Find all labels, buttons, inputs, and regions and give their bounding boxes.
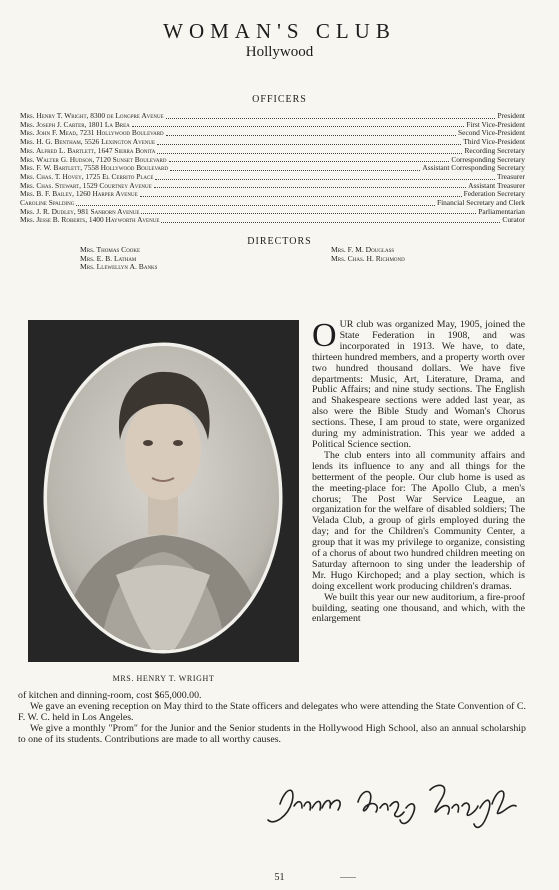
- officer-name: Mrs. F. W. Bartlett, 7558 Hollywood Boulevard: [20, 163, 168, 173]
- officer-title: Recording Secretary: [464, 145, 525, 155]
- leader-dots: [155, 179, 495, 180]
- leader-dots: [76, 205, 435, 206]
- signature: [262, 776, 524, 836]
- article-column: [312, 317, 525, 625]
- article-paragraph-5: We give a monthly "Prom" for the Junior and the Senior students in the Hollywood High School, also an annual scholarship to one of its students. Contributions are made to all worthy causes.: [18, 722, 526, 745]
- officer-name: Mrs. Alfred L. Bartlett, 1647 Sierra Bonita: [20, 145, 156, 155]
- officer-name: Mrs. B. F. Bailey, 1260 Harper Avenue: [20, 189, 138, 199]
- director-name: Mrs. Thomas Cooke: [80, 245, 141, 254]
- article-paragraph-4: We gave an evening reception on May third to the State officers and delegates who were attending the State Convention of C. F. W. C. held in Los Angeles.: [18, 700, 526, 723]
- officer-name: Mrs. Chas. Stewart, 1529 Courtney Avenue: [20, 180, 152, 190]
- officer-title: Parliamentarian: [478, 206, 525, 216]
- officers-heading: OFFICERS: [252, 94, 307, 105]
- article-paragraph-2: The club enters into all community affairs and lends its influence to any and all things for the betterment of the people. Our club home is used as the meeting-place for: The Apollo Club, a men's chorus; The Post War Service League, an organization for the welfare of disabled soldiers; The Velada Club, a group of girls employed during the day; and for the Children's Community Center, a group that it was my privilege to organize, consisting of a chorus of about two hundred children meeting on Saturday afternoon to sing under the leadership of Mr. Hugo Kirchoped; and a play section, which is doing excellent work producing children's dramas.: [312, 449, 525, 592]
- leader-dots: [166, 118, 496, 119]
- leader-dots: [154, 187, 466, 188]
- leader-dots: [161, 222, 500, 223]
- officer-title: Curator: [502, 215, 525, 225]
- officer-name: Mrs. H. G. Bentham, 5526 Lexington Avenue: [20, 137, 156, 147]
- leader-dots: [170, 170, 420, 171]
- article-full-width: [18, 691, 526, 746]
- officer-name: Mrs. Walter G. Hudson, 7120 Sunset Boulevard: [20, 154, 167, 164]
- officer-title: Assistant Corresponding Secretary: [422, 163, 525, 173]
- officer-name: Caroline Spalding: [20, 198, 75, 208]
- directors-right-column: [331, 246, 481, 263]
- article-paragraph-3b: of kitchen and dinning-room, cost $65,000.00.: [18, 690, 202, 701]
- officer-name: Mrs. J. R. Dudley, 981 Sanborn Avenue: [20, 206, 140, 216]
- leader-dots: [141, 213, 476, 214]
- officer-name: Mrs. Henry T. Wright, 8300 de Longpre Avenue: [20, 111, 164, 120]
- director-name: Mrs. F. M. Douglass: [331, 245, 395, 254]
- page-mark: [340, 877, 356, 878]
- leader-dots: [157, 144, 461, 145]
- officer-name: Mrs. Joseph J. Carter, 1801 La Brea: [20, 119, 130, 129]
- director-name: Mrs. Chas. H. Richmond: [331, 253, 405, 263]
- article-paragraph-3a: We built this year our new auditorium, a fire-proof building, seating one thousand, and which, with the enlargement: [312, 591, 525, 625]
- drop-cap: O: [312, 317, 337, 354]
- officer-title: Third Vice-President: [463, 137, 525, 147]
- club-subtitle: Hollywood: [245, 44, 314, 60]
- directors-left-column: [80, 246, 230, 272]
- leader-dots: [157, 153, 462, 154]
- club-title: WOMAN'S CLUB: [163, 19, 396, 43]
- leader-dots: [166, 135, 456, 136]
- leader-dots: [132, 126, 464, 127]
- officer-title: Treasurer: [496, 171, 525, 181]
- officer-title: Federation Secretary: [463, 189, 525, 199]
- article-paragraph-1: UR club was organized May, 1905, joined the State Federation in 1908, and was incorporated in 1913. We have, to date, thirteen hundred members, and a property worth over two hundred thousand dollars. We have five departments: Music, Art, Literature, Drama, and Public Affairs; and nine study sections. The English and Shakespeare sections were added last year, as also were the Bible Study and Woman's Chorus sections. These, I am proud to state, were organized during my administration. This year we added a Political Science section.: [312, 319, 525, 450]
- portrait-photo: [28, 320, 299, 662]
- director-name: Mrs. E. B. Latham: [80, 253, 137, 263]
- officer-title: Financial Secretary and Clerk: [436, 198, 525, 208]
- officer-title: President: [497, 111, 525, 120]
- page-number: 51: [274, 872, 285, 883]
- officer-name: Mrs. Jesse B. Roberts, 1400 Hayworth Avenue: [20, 215, 160, 225]
- officer-name: Mrs. Chas. T. Hovey, 1725 El Cerrito Place: [20, 171, 154, 181]
- officers-list: [20, 112, 525, 225]
- leader-dots: [140, 196, 462, 197]
- signature-handwriting: [262, 776, 524, 836]
- directors-heading: DIRECTORS: [247, 236, 312, 247]
- officer-title: First Vice-President: [466, 119, 525, 129]
- director-name: Mrs. Llewellyn A. Banks: [80, 262, 158, 272]
- portrait-illustration: [28, 320, 299, 662]
- photo-caption: MRS. HENRY T. WRIGHT: [112, 674, 215, 683]
- officer-title: Assistant Treasurer: [468, 180, 525, 190]
- leader-dots: [169, 161, 450, 162]
- officer-title: Second Vice-President: [458, 128, 525, 138]
- officer-title: Corresponding Secretary: [451, 154, 525, 164]
- officer-name: Mrs. John F. Mead, 7231 Hollywood Boulevard: [20, 128, 164, 138]
- officer-row: [20, 216, 525, 225]
